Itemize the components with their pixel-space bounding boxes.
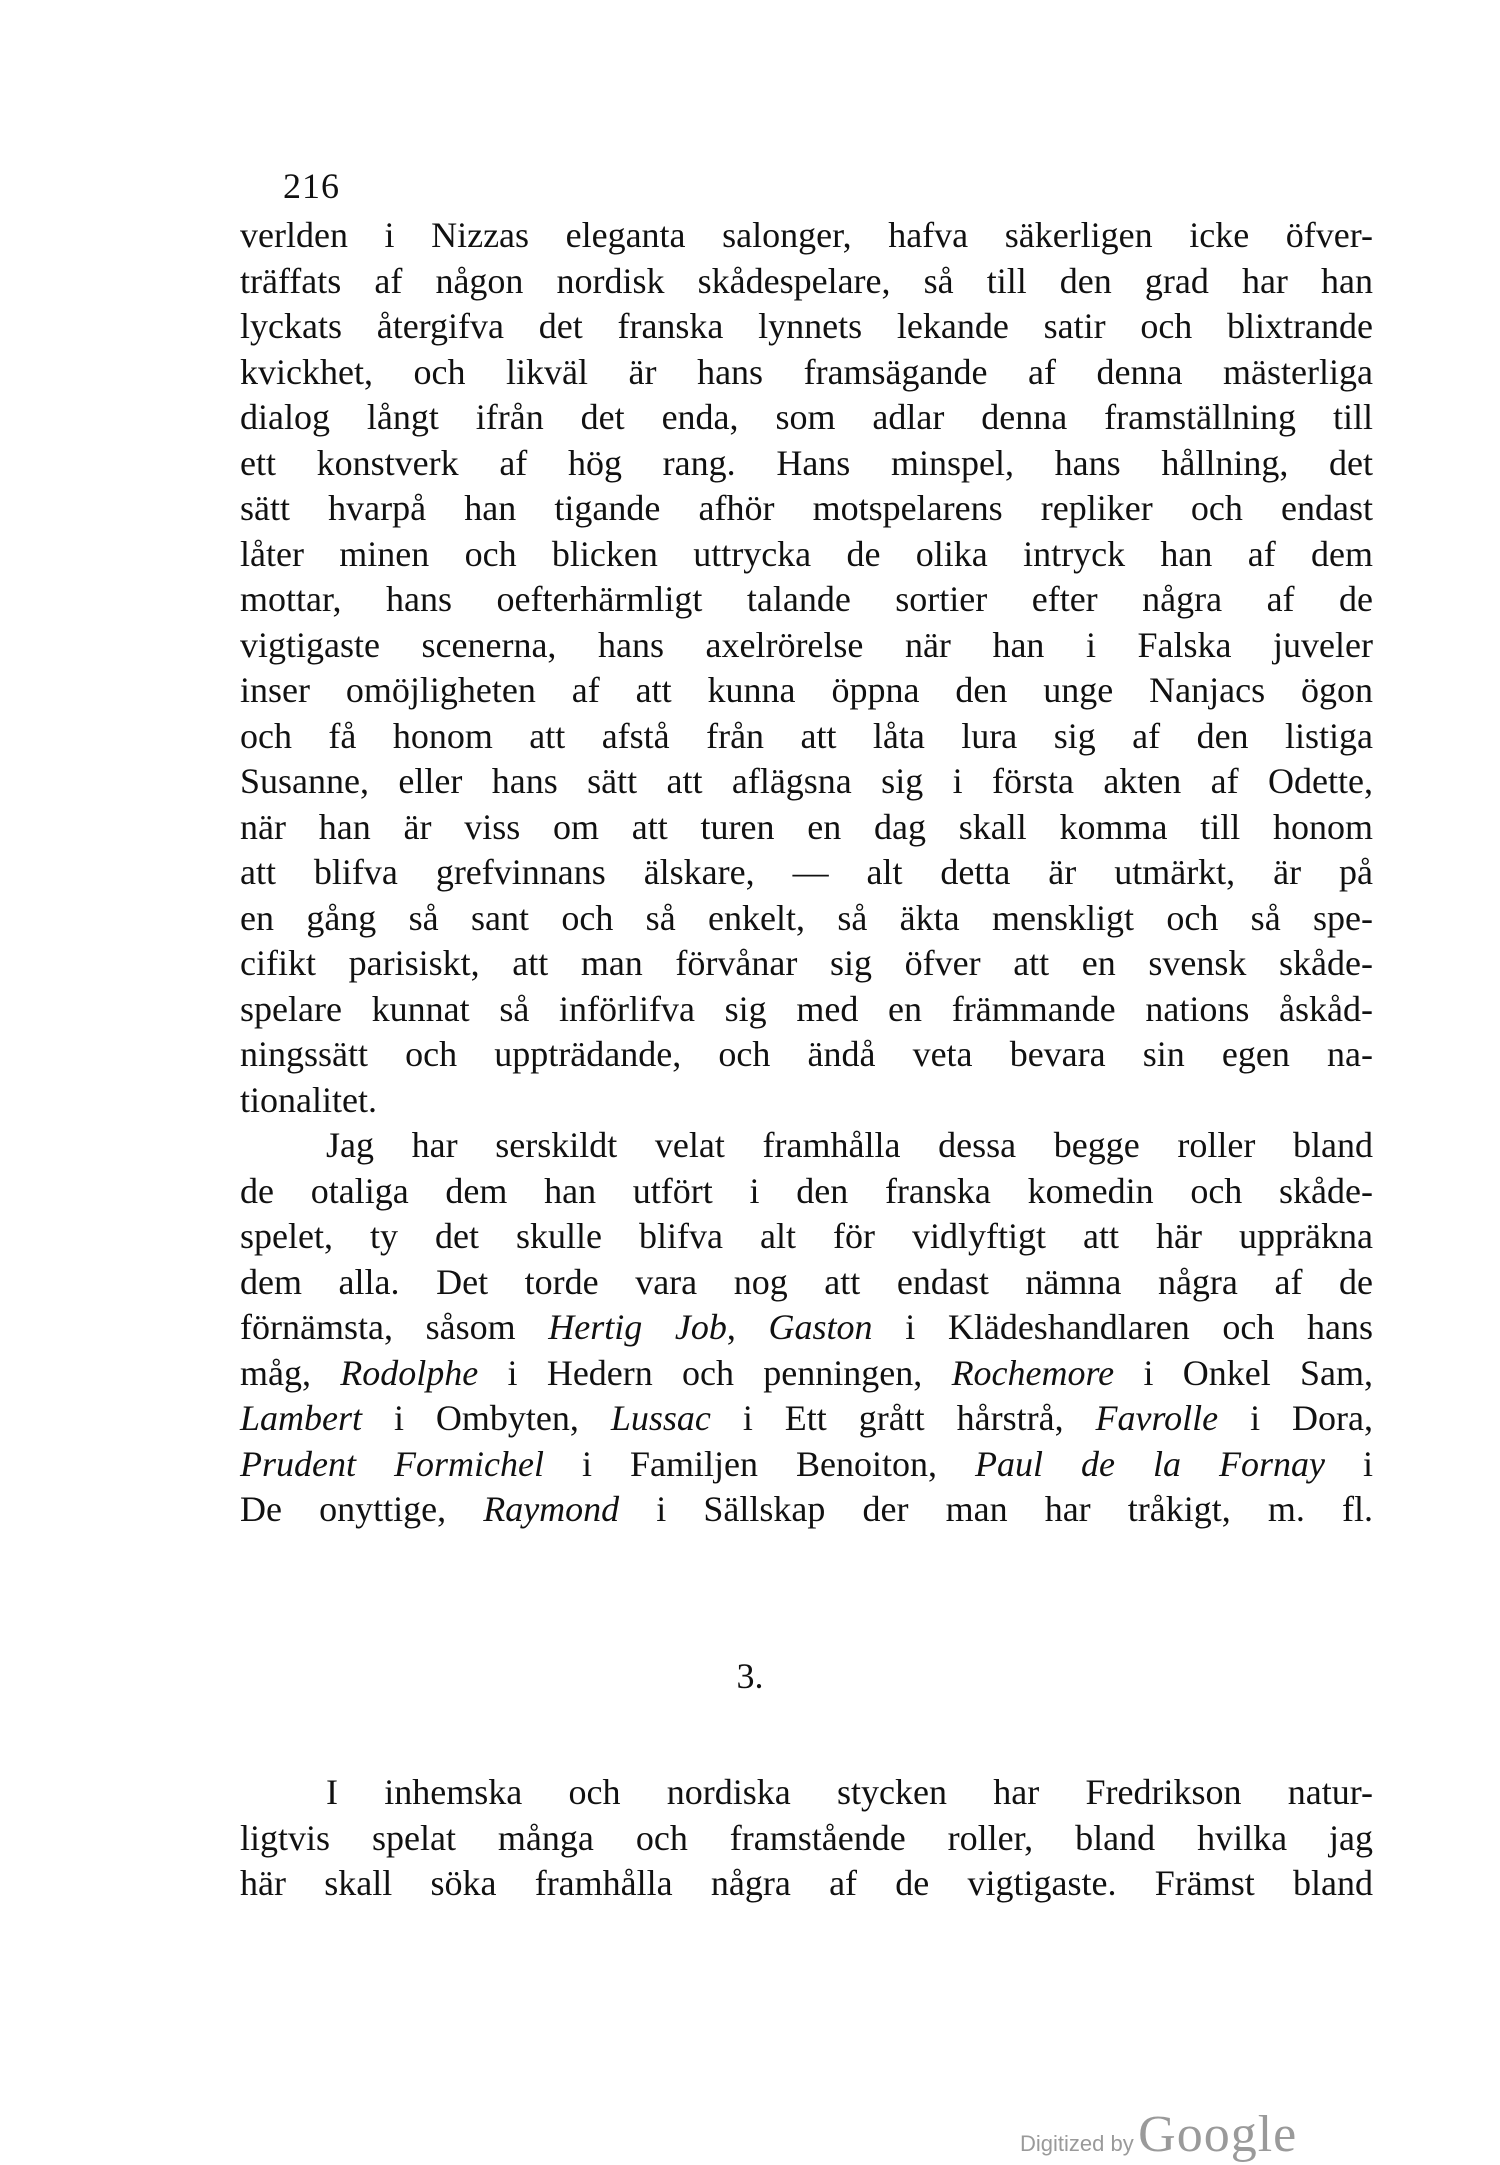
text-line: vigtigaste scenerna, hans axelrörelse när han i Falska juveler — [240, 624, 1373, 665]
text-line: när han är viss om att turen en dag skall komma till honom — [240, 806, 1373, 847]
watermark-prefix: Digitized by — [1020, 2131, 1134, 2156]
text-run: i Onkel Sam, — [1114, 1352, 1374, 1393]
text-line: Susanne, eller hans sätt att aflägsna sig i första akten af Odette, — [240, 761, 1373, 801]
text-line — [240, 1442, 1373, 1488]
text-line: Jag har serskildt velat framhålla dessa begge roller bland — [326, 1125, 1373, 1165]
text-run: i Hedern och penningen, — [478, 1352, 952, 1393]
text-run: förnämsta, såsom — [240, 1307, 549, 1347]
text-line: här skall söka framhålla några af de vigtigaste. Främst bland — [240, 1863, 1373, 1903]
text-line: kvickhet, och likväl är hans framsägande af denna mästerliga — [240, 351, 1373, 392]
text-run: i Dora, — [1218, 1398, 1373, 1438]
paragraph-1 — [240, 213, 1373, 1533]
role-name: Raymond — [483, 1489, 620, 1529]
text-line — [240, 1351, 1373, 1397]
text-line: ett konstverk af hög rang. Hans minspel, hans hållning, det — [240, 442, 1373, 483]
text-line: dem alla. Det torde vara nog att endast nämna några af de — [240, 1261, 1373, 1302]
digitized-watermark — [1020, 2105, 1297, 2164]
google-logo: Google — [1138, 2106, 1298, 2163]
text-run: i Sällskap der man har tråkigt, m. fl. — [619, 1489, 1373, 1529]
text-line — [240, 1487, 1373, 1533]
role-name: Hertig Job — [548, 1307, 727, 1347]
text-line: I inhemska och nordiska stycken har Fredrikson natur- — [326, 1772, 1373, 1812]
text-run: , — [726, 1307, 769, 1347]
text-line: ligtvis spelat många och framstående roller, bland hvilka jag — [240, 1817, 1373, 1858]
text-line: inser omöjligheten af att kunna öppna den unge Nanjacs ögon — [240, 670, 1373, 710]
text-line: träffats af någon nordisk skådespelare, så till den grad har han — [240, 260, 1373, 301]
text-run: De onyttige, — [240, 1489, 484, 1529]
text-run: i Klädeshandlaren och hans — [872, 1307, 1374, 1347]
role-name: Paul de la Fornay — [974, 1443, 1325, 1484]
text-line: att blifva grefvinnans älskare, — alt detta är utmärkt, är på — [240, 852, 1373, 892]
text-line: ningssätt och uppträdande, och ändå veta bevara sin egen na- — [240, 1034, 1373, 1074]
text-line: tionalitet. — [240, 1079, 377, 1120]
text-run: i Ombyten, — [362, 1398, 611, 1438]
text-line: de otaliga dem han utfört i den franska komedin och skåde- — [240, 1170, 1373, 1211]
text-line: dialog långt ifrån det enda, som adlar denna framställning till — [240, 397, 1373, 437]
text-line: och få honom att afstå från att låta lura sig af den listiga — [240, 715, 1373, 756]
text-run: måg, — [240, 1352, 341, 1393]
role-name: Prudent Formichel — [240, 1443, 544, 1484]
role-name: Gaston — [768, 1307, 873, 1347]
section-number: 3. — [736, 1656, 764, 1696]
text-line — [240, 1305, 1373, 1351]
role-name: Rochemore — [951, 1352, 1115, 1393]
text-line: verlden i Nizzas eleganta salonger, hafva säkerligen icke öfver- — [240, 215, 1373, 255]
text-line: en gång så sant och så enkelt, så äkta menskligt och så spe- — [240, 897, 1373, 938]
text-line: spelet, ty det skulle blifva alt för vidlyftigt att här uppräkna — [240, 1216, 1373, 1256]
text-line — [240, 1396, 1373, 1442]
text-line: sätt hvarpå han tigande afhör motspelarens repliker och endast — [240, 488, 1373, 528]
page-number: 216 — [283, 166, 340, 206]
text-line: cifikt parisiskt, att man förvånar sig öfver att en svensk skåde- — [240, 943, 1373, 983]
paragraph-3 — [240, 1770, 1373, 1907]
text-line: lyckats återgifva det franska lynnets lekande satir och blixtrande — [240, 306, 1373, 346]
text-run: i Familjen Benoiton, — [543, 1443, 975, 1484]
role-name: Favrolle — [1095, 1398, 1219, 1438]
text-line: låter minen och blicken uttrycka de olika intryck han af dem — [240, 533, 1373, 574]
text-run: i — [1324, 1443, 1373, 1484]
role-name: Lambert — [240, 1398, 363, 1438]
role-name: Lussac — [610, 1398, 711, 1438]
text-line: spelare kunnat så införlifva sig med en främmande nations åskåd- — [240, 988, 1373, 1029]
text-run: i Ett grått hårstrå, — [710, 1398, 1096, 1438]
text-line: mottar, hans oefterhärmligt talande sortier efter några af de — [240, 579, 1373, 619]
role-name: Rodolphe — [340, 1352, 479, 1393]
